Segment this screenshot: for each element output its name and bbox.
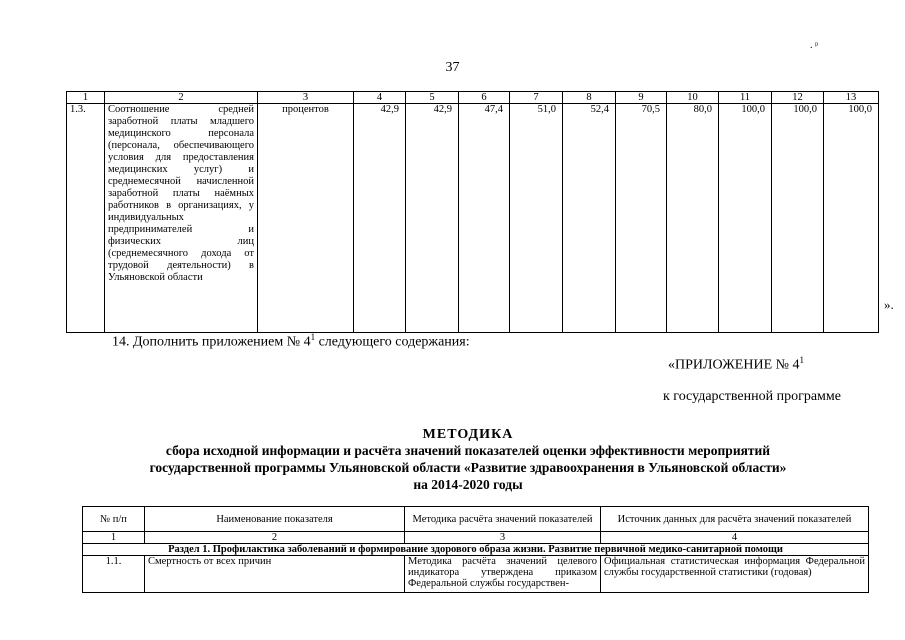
row-number: 1.3. [67, 104, 105, 333]
method-subheading-line: государственной программы Ульяновской области «Развитие здравоохранения в Ульяновской области» [149, 460, 787, 475]
column-number: 13 [824, 92, 879, 104]
superscript: 1 [799, 355, 804, 365]
method-heading: МЕТОДИКА [422, 427, 514, 442]
value-cell: 42,9 [406, 104, 459, 333]
column-number: 5 [406, 92, 459, 104]
row-number: 1.1. [83, 556, 145, 593]
column-number: 8 [563, 92, 616, 104]
value-cell: 52,4 [563, 104, 616, 333]
column-number: 10 [667, 92, 719, 104]
superscript: 1 [310, 332, 316, 342]
unit-of-measure: процентов [258, 104, 354, 333]
header-cell: Методика расчёта значений показателей [405, 507, 601, 532]
column-number: 2 [145, 532, 405, 544]
column-number: 12 [772, 92, 824, 104]
header-cell: Источник данных для расчёта значений показателей [601, 507, 869, 532]
column-number: 1 [83, 532, 145, 544]
indicator-values-table [66, 91, 879, 333]
paragraph-tail: следующего содержания: [315, 334, 470, 350]
appendix-title [668, 355, 804, 374]
value-cell: 42,9 [354, 104, 406, 333]
value-cell: 100,0 [719, 104, 772, 333]
column-number: 3 [258, 92, 354, 104]
value-cell: 70,5 [616, 104, 667, 333]
value-cell: 47,4 [459, 104, 510, 333]
header-cell: Наименование показателя [145, 507, 405, 532]
indicator-name: Соотношение средней заработной платы младшего медицинского персонала (персонала, обеспечивающего условия для предоставления медицинских услуг) и среднемесячной начисленной заработной платы наёмных работников в организациях, у индивидуальных предпринимателей и физических лиц (среднемесячного дохода от трудовой деятельности) в Ульяновской области [105, 104, 258, 333]
section-title: Раздел 1. Профилактика заболеваний и формирование здорового образа жизни. Развитие первичной медико-санитарной помощи [83, 544, 869, 556]
paragraph-text: 14. Дополнить приложением № 4 [112, 334, 311, 350]
table-row [83, 556, 869, 593]
column-number: 4 [354, 92, 406, 104]
value-cell: 80,0 [667, 104, 719, 333]
column-number: 2 [105, 92, 258, 104]
data-source: Официальная статистическая информация Федеральной службы государственной статистики (годовая) [601, 556, 869, 593]
table-header-row [67, 92, 879, 104]
method-subheading-line: сбора исходной информации и расчёта значений показателей оценки эффективности мероприятий [165, 443, 771, 458]
page-number: 37 [445, 60, 460, 75]
amendment-paragraph [112, 332, 470, 351]
closing-quote-mark: ». [884, 297, 894, 312]
methodology-table [82, 506, 869, 593]
column-number: 9 [616, 92, 667, 104]
appendix-title-text: «ПРИЛОЖЕНИЕ № 4 [668, 357, 800, 373]
value-cell: 100,0 [772, 104, 824, 333]
table-header-row [83, 507, 869, 532]
method-subheading-line: на 2014-2020 годы [413, 477, 523, 492]
value-cell: 51,0 [510, 104, 563, 333]
column-number: 4 [601, 532, 869, 544]
header-cell: № п/п [83, 507, 145, 532]
column-number: 7 [510, 92, 563, 104]
value-cell: 100,0 [824, 104, 879, 333]
column-number: 1 [67, 92, 105, 104]
column-number: 3 [405, 532, 601, 544]
calculation-method: Методика расчёта значений целевого индикатора утверждена приказом Федеральной службы государствен- [405, 556, 601, 593]
indicator-name: Смертность от всех причин [145, 556, 405, 593]
appendix-subtitle: к государственной программе [663, 389, 841, 404]
table-row [67, 104, 879, 333]
column-number: 11 [719, 92, 772, 104]
column-number: 6 [459, 92, 510, 104]
section-row [83, 544, 869, 556]
column-numbers-row [83, 532, 869, 544]
scan-corner-marks: . ᵖ [810, 40, 819, 51]
